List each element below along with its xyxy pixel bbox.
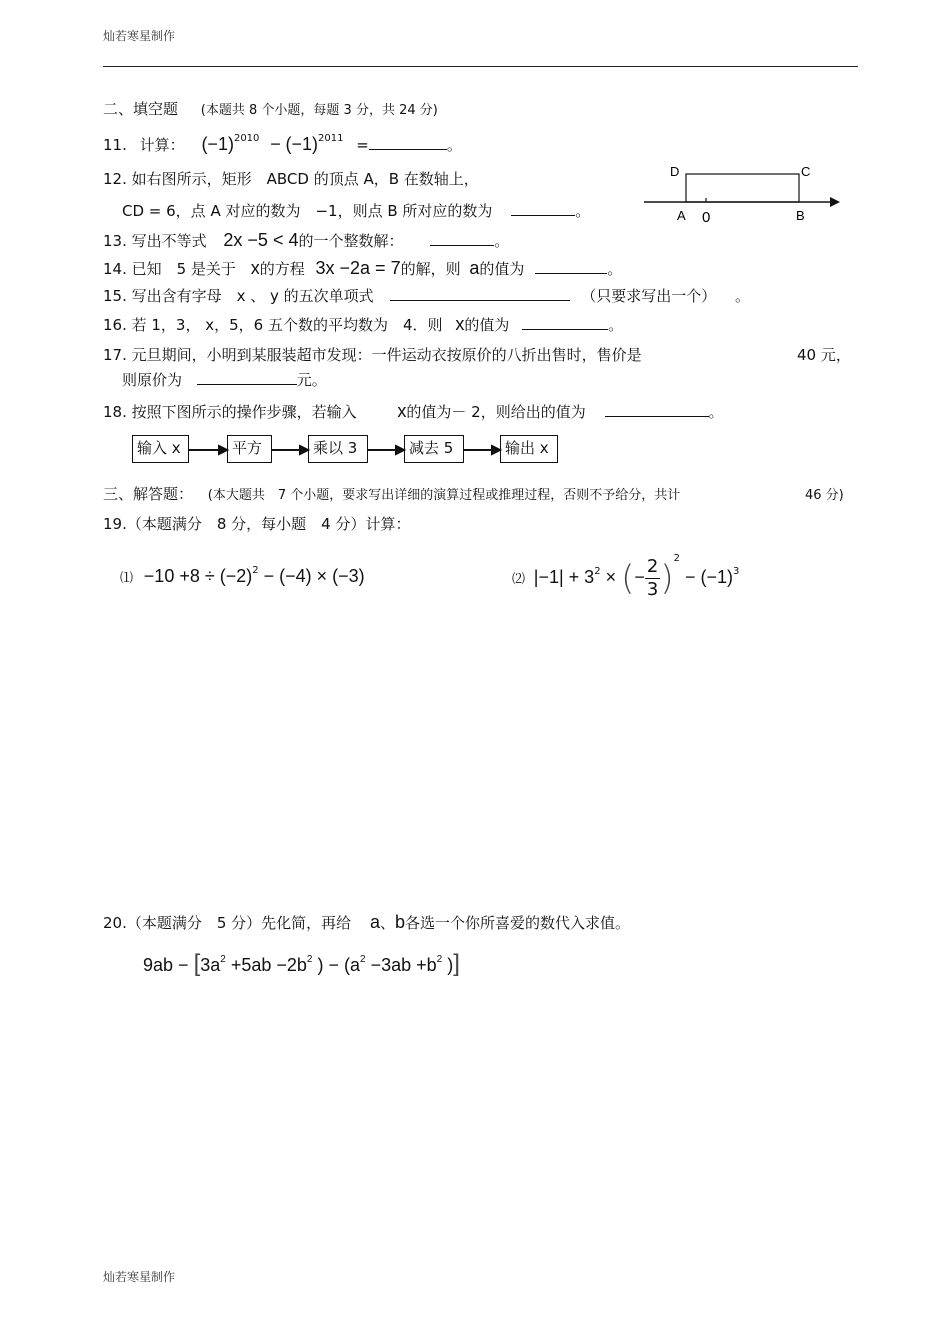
- q14-a: a: [469, 258, 480, 278]
- arrow-right-icon: [396, 446, 404, 454]
- q13-answer-blank[interactable]: [430, 231, 494, 246]
- flow-arrows: [189, 440, 559, 460]
- q14-text-a: 14. 已知 5 是关于: [103, 260, 236, 278]
- q16-answer-blank[interactable]: [522, 315, 608, 330]
- frac-denominator: 3: [646, 579, 659, 600]
- q15-note: （只要求写出一个）: [581, 287, 717, 305]
- right-bracket: ]: [453, 950, 460, 977]
- arrow-right-icon: [219, 446, 227, 454]
- q20-expression: [143, 950, 460, 978]
- q16-text: 16. 若 1，3， x，5，6 五个数的平均数为 4．则: [103, 316, 443, 334]
- q19-part1: [120, 565, 365, 587]
- q14-x: x: [250, 258, 260, 278]
- q16-end: 。: [608, 316, 624, 334]
- page-footer: 灿若寒星制作: [103, 1270, 176, 1284]
- q18-answer-blank[interactable]: [605, 402, 709, 417]
- q11-end: 。: [446, 136, 462, 154]
- q14-equation: 3x −2a = 7: [315, 258, 401, 278]
- q11-text: 计算：: [139, 136, 185, 154]
- question-12-line2: [122, 200, 590, 221]
- question-14: [103, 258, 622, 279]
- q20-e3-exp: 2: [306, 954, 313, 965]
- q20-e2: 3a: [200, 955, 221, 975]
- q17-line2-text: 则原价为: [122, 371, 183, 389]
- q19-p2-minus: − (−1): [679, 567, 733, 587]
- q14-text-c: 的解，则: [400, 260, 461, 278]
- q12-end: 。: [575, 202, 591, 220]
- q12-line2-text: CD = 6，点 A 对应的数为 −1，则点 B 所对应的数为: [122, 202, 493, 220]
- q19-p1-rest: − (−4) × (−3): [258, 566, 365, 586]
- q19-p2-exp: 2: [594, 566, 601, 577]
- q17-answer-blank[interactable]: [197, 370, 297, 385]
- left-paren: (: [621, 558, 635, 599]
- header-rule: [103, 66, 858, 67]
- q13-end: 。: [494, 232, 510, 250]
- frac-numerator: 2: [646, 556, 659, 577]
- arrow-right-icon: [300, 446, 308, 454]
- q20-e6: ): [442, 955, 454, 975]
- q11-minus: −: [270, 134, 281, 154]
- q20-e4: ) − (a: [312, 955, 360, 975]
- question-20: [103, 912, 630, 933]
- q13-after: 的一个整数解：: [298, 232, 404, 250]
- q19-p1-label: ⑴: [120, 571, 134, 586]
- q11-base1: (−1): [201, 134, 234, 154]
- q12-line1: 12. 如右图所示，矩形 ABCD 的顶点 A，B 在数轴上，: [103, 170, 479, 188]
- q18-x: x: [397, 401, 407, 421]
- section3-note: (本大题共 7 个小题，要求写出详细的演算过程或推理过程，否则不予给分，共计: [207, 488, 681, 503]
- section3-title: 三、解答题：: [103, 485, 194, 503]
- section3-score: 46 分): [805, 488, 844, 503]
- section2-heading: [103, 98, 438, 119]
- q19-p2-times: ×: [600, 567, 622, 587]
- section2-title: 二、填空题: [103, 100, 179, 118]
- q16-after: 的值为: [464, 316, 510, 334]
- label-c: C: [801, 164, 811, 179]
- q19-p2-last-exp: 3: [733, 566, 740, 577]
- q20-title: 20.（本题满分 5 分）先化简，再给: [103, 914, 352, 932]
- left-bracket: [: [193, 950, 201, 977]
- q19-p2-plus: + 3: [563, 567, 595, 587]
- q20-after: 各选一个你所喜爱的数代入求值。: [405, 914, 631, 932]
- q19-p2-abs: |−1|: [533, 567, 564, 587]
- page-header: 灿若寒星制作: [103, 29, 176, 43]
- q19-part2: [512, 553, 739, 601]
- question-18: [103, 401, 724, 422]
- label-zero: 0: [702, 209, 711, 226]
- q17-end: 元。: [296, 371, 327, 389]
- q18-end: 。: [708, 403, 724, 421]
- q19-p1-expr: −10 +8 ÷ (−2): [143, 566, 253, 586]
- axis-arrow-icon: [830, 197, 840, 207]
- flow-step-square: 平方: [227, 435, 272, 463]
- q11-equals: =: [356, 136, 369, 154]
- q19-frac-sign: −: [634, 567, 645, 587]
- q20-sep: 、: [379, 914, 395, 932]
- q18-after: 的值为－ 2，则给出的值为: [406, 403, 586, 421]
- fraction-two-thirds: [645, 556, 660, 601]
- number-line-figure: [640, 160, 845, 230]
- q11-exp1: 2010: [233, 133, 260, 144]
- section3-heading: [103, 483, 680, 504]
- label-d: D: [670, 164, 680, 179]
- question-17-line2: [122, 369, 327, 390]
- q12-answer-blank[interactable]: [511, 201, 575, 216]
- q13-text: 13. 写出不等式: [103, 232, 207, 250]
- question-16: [103, 314, 623, 335]
- q20-e5-exp: 2: [436, 954, 443, 965]
- q11-exp2: 2011: [318, 133, 344, 144]
- q20-e1: 9ab −: [143, 955, 189, 975]
- flow-step-multiply: 乘以 3: [308, 435, 368, 463]
- rectangle-abcd: [686, 174, 799, 202]
- q11-base2: (−1): [285, 134, 318, 154]
- q18-text: 18. 按照下图所示的操作步骤，若输入: [103, 403, 357, 421]
- right-paren: ): [660, 558, 674, 599]
- question-11: [103, 133, 462, 155]
- q17-line1: 17. 元旦期间，小明到某服装超市发现：一件运动衣按原价的八折出售时，售价是: [103, 346, 642, 364]
- q20-e3: +5ab −2b: [225, 955, 307, 975]
- q19-title: 19.（本题满分 8 分，每小题 4 分）计算：: [103, 515, 411, 533]
- q20-e2-exp: 2: [220, 954, 226, 965]
- flow-step-subtract: 减去 5: [404, 435, 464, 463]
- label-b: B: [796, 208, 805, 223]
- label-a: A: [677, 208, 686, 223]
- arrow-right-icon: [492, 446, 500, 454]
- q11-answer-blank[interactable]: [369, 135, 447, 150]
- q20-e4-exp: 2: [360, 954, 366, 965]
- q19-p2-label: ⑵: [512, 572, 526, 587]
- q19-p2-outer-exp: 2: [673, 553, 680, 564]
- q17-price: 40 元，: [797, 346, 851, 364]
- section2-note: (本题共 8 个小题，每题 3 分，共 24 分): [200, 103, 438, 118]
- question-13: [103, 230, 509, 251]
- q20-b: b: [394, 912, 405, 932]
- q14-answer-blank[interactable]: [535, 259, 607, 274]
- q13-inequality: 2x −5 < 4: [223, 230, 299, 250]
- q14-text-b: 的方程: [259, 260, 305, 278]
- flow-step-input: 输入 x: [132, 435, 189, 463]
- q19-p1-exp: 2: [252, 565, 259, 576]
- q11-number: 11.: [103, 136, 127, 154]
- q20-a: a: [369, 912, 380, 932]
- q16-x: x: [455, 314, 465, 334]
- q15-text: 15. 写出含有字母 x 、 y 的五次单项式: [103, 287, 374, 305]
- q14-end: 。: [607, 260, 623, 278]
- flow-step-output: 输出 x: [500, 435, 558, 463]
- q15-end: 。: [735, 287, 751, 305]
- q15-answer-blank[interactable]: [390, 286, 570, 301]
- q20-e5: −3ab +b: [365, 955, 437, 975]
- question-15: [103, 285, 750, 306]
- q14-text-d: 的值为: [479, 260, 525, 278]
